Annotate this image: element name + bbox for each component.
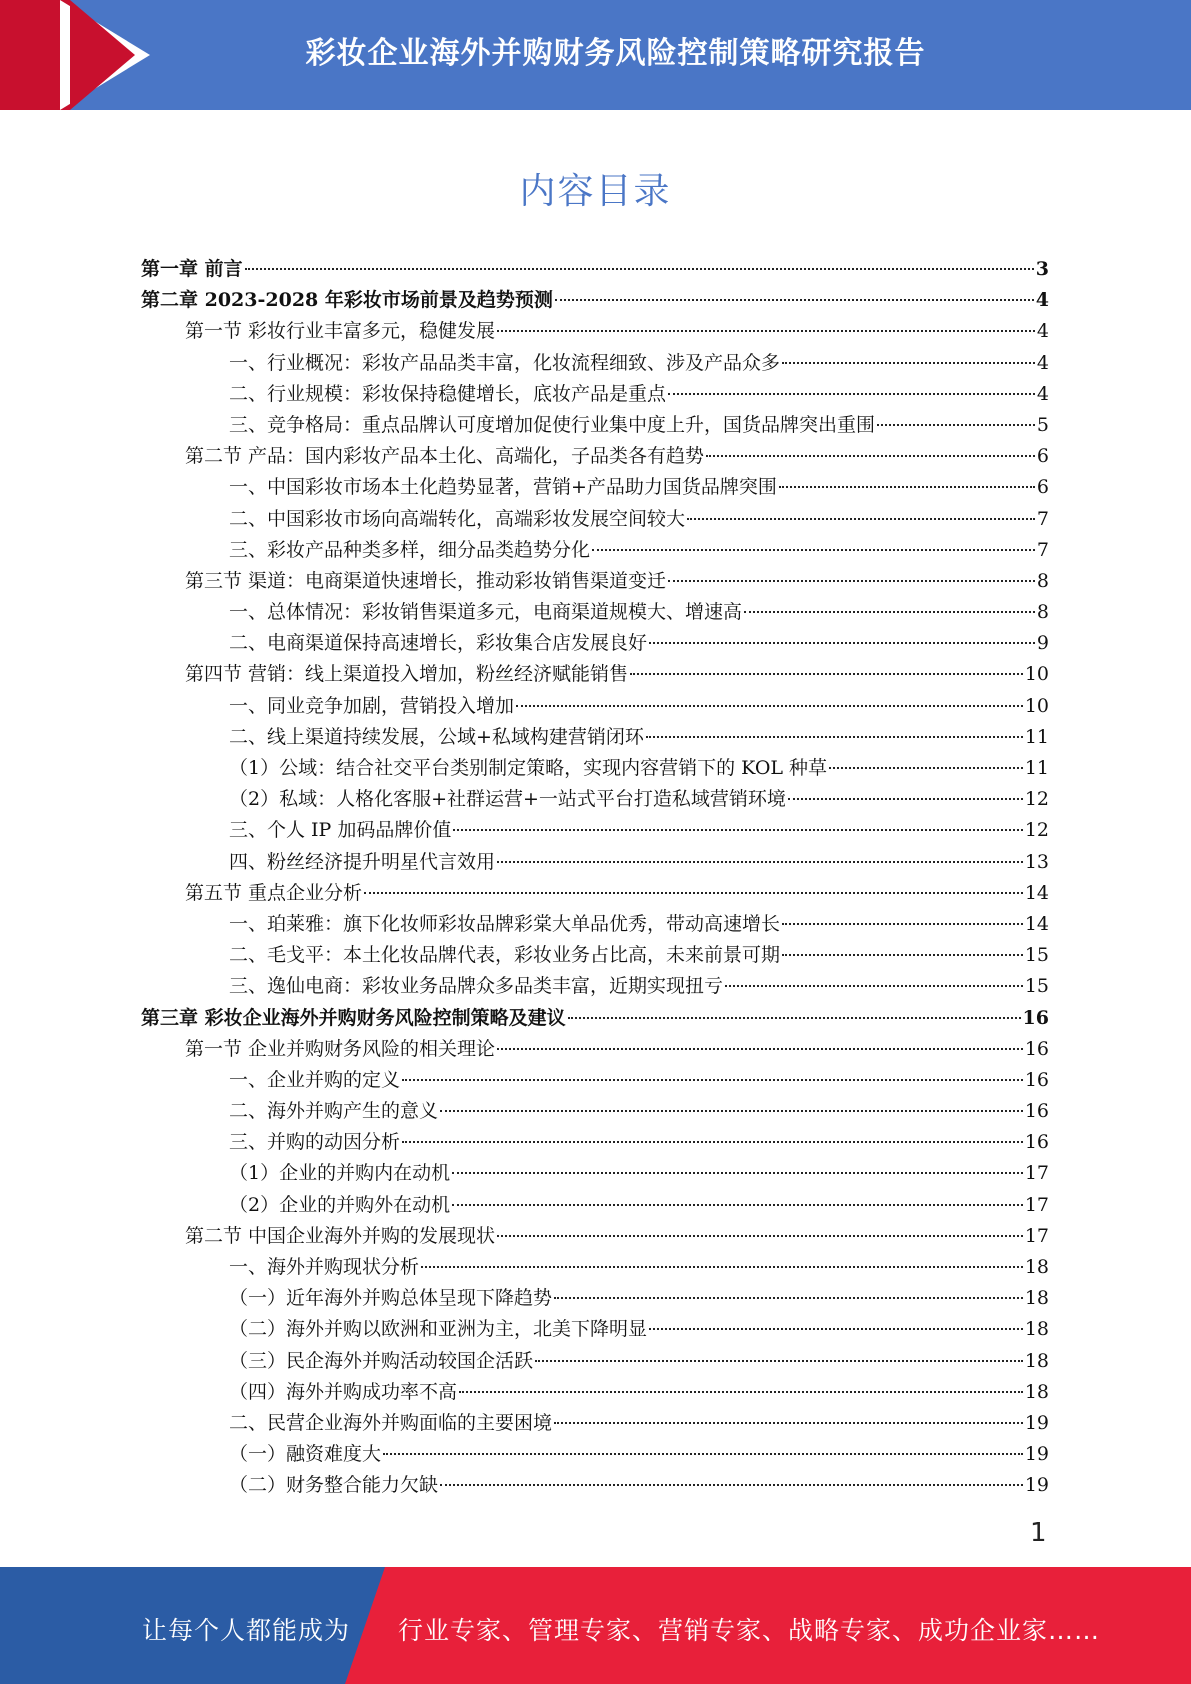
toc-entry-title: （2）企业的并购外在动机 [229, 1193, 451, 1216]
toc-dot-leader [706, 455, 1035, 457]
toc-entry-title: （1）企业的并购内在动机 [229, 1162, 451, 1185]
toc-dot-leader [421, 1266, 1023, 1268]
toc-entry-page: 12 [1024, 788, 1049, 811]
toc-entry[interactable] [141, 535, 1049, 566]
toc-entry-page: 17 [1024, 1224, 1049, 1247]
toc-dot-leader [364, 892, 1023, 894]
toc-entry-page: 18 [1024, 1380, 1049, 1403]
toc-entry-page: 11 [1024, 757, 1049, 779]
toc-entry-page: 8 [1036, 569, 1049, 592]
toc-entry[interactable] [141, 316, 1049, 347]
toc-entry-page: 3 [1035, 258, 1049, 280]
toc-entry-title: 第二节 中国企业海外并购的发展现状 [185, 1224, 496, 1247]
toc-dot-leader [402, 1079, 1023, 1081]
toc-entry-title: 二、中国彩妆市场向高端转化，高端彩妆发展空间较大 [229, 507, 686, 530]
toc-entry[interactable] [141, 1096, 1049, 1127]
toc-entry-page: 19 [1024, 1411, 1049, 1434]
toc-entry[interactable] [141, 597, 1049, 628]
toc-dot-leader [725, 985, 1023, 987]
header-banner [0, 0, 1191, 110]
toc-entry-page: 16 [1024, 1131, 1049, 1154]
toc-entry[interactable] [141, 940, 1049, 971]
toc-entry-page: 16 [1024, 1037, 1049, 1060]
toc-entry-page: 11 [1024, 725, 1049, 748]
toc-entry-page: 7 [1036, 538, 1049, 561]
toc-dot-leader [535, 1360, 1023, 1362]
toc-entry-title: 二、民营企业海外并购面临的主要困境 [229, 1411, 553, 1434]
toc-entry[interactable] [141, 1283, 1049, 1314]
toc-entry[interactable] [141, 722, 1049, 753]
toc-entry-page: 17 [1024, 1162, 1049, 1185]
toc-entry[interactable] [141, 1346, 1049, 1377]
toc-entry[interactable] [141, 1034, 1049, 1065]
toc-dot-leader [649, 1328, 1023, 1330]
header-arrow-red-shape [70, 0, 135, 110]
toc-entry-page: 10 [1024, 694, 1049, 717]
toc-entry-page: 7 [1036, 507, 1049, 530]
toc-entry-title: 第一节 彩妆行业丰富多元，稳健发展 [185, 320, 496, 343]
toc-entry-title: 第五节 重点企业分析 [185, 881, 363, 904]
toc-entry-title: 三、并购的动因分析 [229, 1131, 401, 1154]
toc-entry-title: 二、行业规模：彩妆保持稳健增长，底妆产品是重点 [229, 382, 667, 405]
toc-entry-page: 16 [1022, 1006, 1049, 1029]
toc-entry-title: 一、同业竞争加剧，营销投入增加 [229, 694, 515, 717]
toc-entry-page: 18 [1024, 1256, 1049, 1278]
toc-entry[interactable] [141, 971, 1049, 1002]
toc-entry-title: （一）近年海外并购总体呈现下降趋势 [229, 1287, 553, 1310]
toc-entry-page: 16 [1024, 1068, 1049, 1091]
toc-dot-leader [402, 1141, 1023, 1143]
toc-entry-page: 10 [1024, 663, 1049, 686]
toc-entry-page: 14 [1024, 881, 1049, 904]
toc-entry-title: 三、个人 IP 加码品牌价值 [229, 819, 452, 842]
toc-entry-page: 6 [1036, 476, 1049, 499]
toc-entry-page: 15 [1024, 944, 1049, 967]
toc-entry[interactable] [141, 847, 1049, 878]
toc-entry-title: 二、线上渠道持续发展，公域+私域构建营销闭环 [229, 725, 644, 748]
toc-dot-leader [788, 798, 1023, 800]
toc-dot-leader [687, 518, 1035, 520]
toc-entry-title: 第一节 企业并购财务风险的相关理论 [185, 1037, 496, 1060]
toc-entry[interactable] [141, 1190, 1049, 1221]
toc-dot-leader [744, 611, 1035, 613]
toc-entry-title: 一、总体情况：彩妆销售渠道多元，电商渠道规模大、增速高 [229, 601, 743, 624]
toc-entry-title: 第三章 彩妆企业海外并购财务风险控制策略及建议 [141, 1006, 566, 1029]
toc-entry[interactable] [141, 784, 1049, 815]
toc-entry[interactable] [141, 1127, 1049, 1158]
toc-entry[interactable] [141, 410, 1049, 441]
report-title: 彩妆企业海外并购财务风险控制策略研究报告 [305, 36, 926, 71]
toc-entry[interactable] [141, 1065, 1049, 1096]
toc-entry-title: （二）财务整合能力欠缺 [229, 1474, 439, 1497]
toc-entry-title: （四）海外并购成功率不高 [229, 1380, 458, 1403]
toc-dot-leader [829, 767, 1023, 769]
toc-entry-title: 一、海外并购现状分析 [229, 1256, 420, 1278]
toc-dot-leader [245, 268, 1034, 270]
toc-entry-title: 第三节 渠道：电商渠道快速增长，推动彩妆销售渠道变迁 [185, 569, 667, 592]
toc-entry-title: 四、粉丝经济提升明星代言效用 [229, 850, 496, 873]
toc-dot-leader [440, 1484, 1023, 1486]
toc-entry[interactable] [141, 1221, 1049, 1252]
toc-entry[interactable] [141, 441, 1049, 472]
toc-dot-leader [646, 736, 1023, 738]
toc-entry-page: 4 [1036, 320, 1049, 343]
toc-entry-title: 三、竞争格局：重点品牌认可度增加促使行业集中度上升，国货品牌突出重围 [229, 413, 876, 436]
toc-entry[interactable] [141, 628, 1049, 659]
toc-entry[interactable] [141, 909, 1049, 940]
toc-entry[interactable] [141, 254, 1049, 285]
toc-entry[interactable] [141, 348, 1049, 379]
toc-entry-page: 15 [1024, 975, 1049, 998]
toc-entry[interactable] [141, 379, 1049, 410]
toc-dot-leader [630, 673, 1023, 675]
toc-dot-leader [497, 861, 1023, 863]
toc-entry[interactable] [141, 1377, 1049, 1408]
footer-slogan-right: 行业专家、管理专家、营销专家、战略专家、成功企业家…… [398, 1616, 1101, 1645]
toc-entry[interactable] [141, 1158, 1049, 1189]
footer-banner [0, 1567, 1191, 1684]
toc-entry-page: 14 [1024, 912, 1049, 935]
toc-entry[interactable] [141, 285, 1049, 316]
toc-entry-page: 9 [1036, 632, 1049, 655]
toc-entry-page: 4 [1035, 289, 1049, 312]
toc-dot-leader [459, 1391, 1023, 1393]
toc-dot-leader [649, 642, 1035, 644]
toc-dot-leader [877, 424, 1035, 426]
toc-dot-leader [554, 1297, 1023, 1299]
toc-entry-page: 18 [1024, 1287, 1049, 1310]
toc-entry-page: 4 [1036, 351, 1049, 374]
toc-dot-leader [668, 393, 1035, 395]
toc-entry-title: （2）私域：人格化客服+社群运营+一站式平台打造私域营销环境 [229, 788, 786, 811]
toc-dot-leader [782, 954, 1023, 956]
toc-entry[interactable] [141, 1470, 1049, 1501]
toc-entry-page: 12 [1024, 819, 1049, 842]
toc-entry[interactable] [141, 1314, 1049, 1345]
toc-dot-leader [779, 486, 1035, 488]
toc-dot-leader [668, 580, 1035, 582]
toc-entry[interactable] [141, 878, 1049, 909]
toc-entry-page: 19 [1024, 1443, 1049, 1466]
toc-entry-page: 8 [1036, 601, 1049, 624]
toc-dot-leader [497, 1048, 1023, 1050]
toc-entry-title: （1）公域：结合社交平台类别制定策略，实现内容营销下的 KOL 种草 [229, 757, 828, 779]
toc-dot-leader [782, 923, 1023, 925]
toc-entry[interactable] [141, 472, 1049, 503]
toc-entry[interactable] [141, 753, 1049, 784]
toc-entry-page: 5 [1036, 413, 1049, 436]
toc-dot-leader [497, 1235, 1023, 1237]
toc-dot-leader [452, 1204, 1023, 1206]
toc-dot-leader [782, 362, 1035, 364]
toc-entry-title: 三、逸仙电商：彩妆业务品牌众多品类丰富，近期实现扭亏 [229, 975, 724, 998]
toc-entry-title: 第一章 前言 [141, 258, 243, 280]
toc-entry[interactable] [141, 1003, 1049, 1034]
toc-entry-title: 一、企业并购的定义 [229, 1068, 401, 1091]
toc-entry-title: 二、海外并购产生的意义 [229, 1100, 439, 1123]
toc-entry-title: 二、毛戈平：本土化妆品牌代表，彩妆业务占比高，未来前景可期 [229, 944, 781, 967]
toc-entry-title: （三）民企海外并购活动较国企活跃 [229, 1349, 534, 1372]
toc-entry-page: 4 [1036, 382, 1049, 405]
toc-dot-leader [568, 1017, 1021, 1019]
toc-dot-leader [497, 330, 1035, 332]
toc-entry-page: 16 [1024, 1100, 1049, 1123]
toc-dot-leader [555, 299, 1034, 301]
toc-entry-title: 第二章 2023-2028 年彩妆市场前景及趋势预测 [141, 289, 553, 312]
toc-dot-leader [452, 1172, 1023, 1174]
toc-dot-leader [554, 1422, 1023, 1424]
toc-dot-leader [516, 705, 1023, 707]
toc-entry-page: 18 [1024, 1318, 1049, 1341]
toc-dot-leader [383, 1453, 1023, 1455]
toc-entry[interactable] [141, 1439, 1049, 1470]
toc-dot-leader [453, 829, 1022, 831]
toc-entry-title: 第四节 营销：线上渠道投入增加，粉丝经济赋能销售 [185, 663, 629, 686]
toc-entry-title: 二、电商渠道保持高速增长，彩妆集合店发展良好 [229, 632, 648, 655]
toc-dot-leader [440, 1110, 1023, 1112]
toc-entry-title: 三、彩妆产品种类多样，细分品类趋势分化 [229, 538, 591, 561]
toc-entry[interactable] [141, 504, 1049, 535]
toc-entry-title: （二）海外并购以欧洲和亚洲为主，北美下降明显 [229, 1318, 648, 1341]
toc-entry-page: 19 [1024, 1474, 1049, 1497]
toc-entry[interactable] [141, 815, 1049, 846]
toc-entry[interactable] [141, 566, 1049, 597]
toc-entry[interactable] [141, 659, 1049, 690]
toc-entry-page: 18 [1024, 1349, 1049, 1372]
toc-entry-title: 一、珀莱雅：旗下化妆师彩妆品牌彩棠大单品优秀，带动高速增长 [229, 912, 781, 935]
toc-entry-title: 第二节 产品：国内彩妆产品本土化、高端化，子品类各有趋势 [185, 445, 705, 468]
page-number: 1 [1030, 1518, 1047, 1548]
toc-entry[interactable] [141, 691, 1049, 722]
toc-entry-page: 17 [1024, 1193, 1049, 1216]
toc-entry-title: 一、行业概况：彩妆产品品类丰富，化妆流程细致、涉及产品众多 [229, 351, 781, 374]
toc-heading: 内容目录 [519, 171, 672, 212]
toc-entry[interactable] [141, 1408, 1049, 1439]
table-of-contents [141, 254, 1049, 1502]
toc-entry[interactable] [141, 1252, 1049, 1283]
toc-entry-page: 6 [1036, 445, 1049, 468]
footer-slogan-left: 让每个人都能成为 [142, 1616, 351, 1645]
toc-entry-title: （一）融资难度大 [229, 1443, 382, 1466]
toc-entry-title: 一、中国彩妆市场本土化趋势显著，营销+产品助力国货品牌突围 [229, 476, 777, 499]
toc-entry-page: 13 [1024, 850, 1049, 873]
toc-dot-leader [592, 549, 1035, 551]
